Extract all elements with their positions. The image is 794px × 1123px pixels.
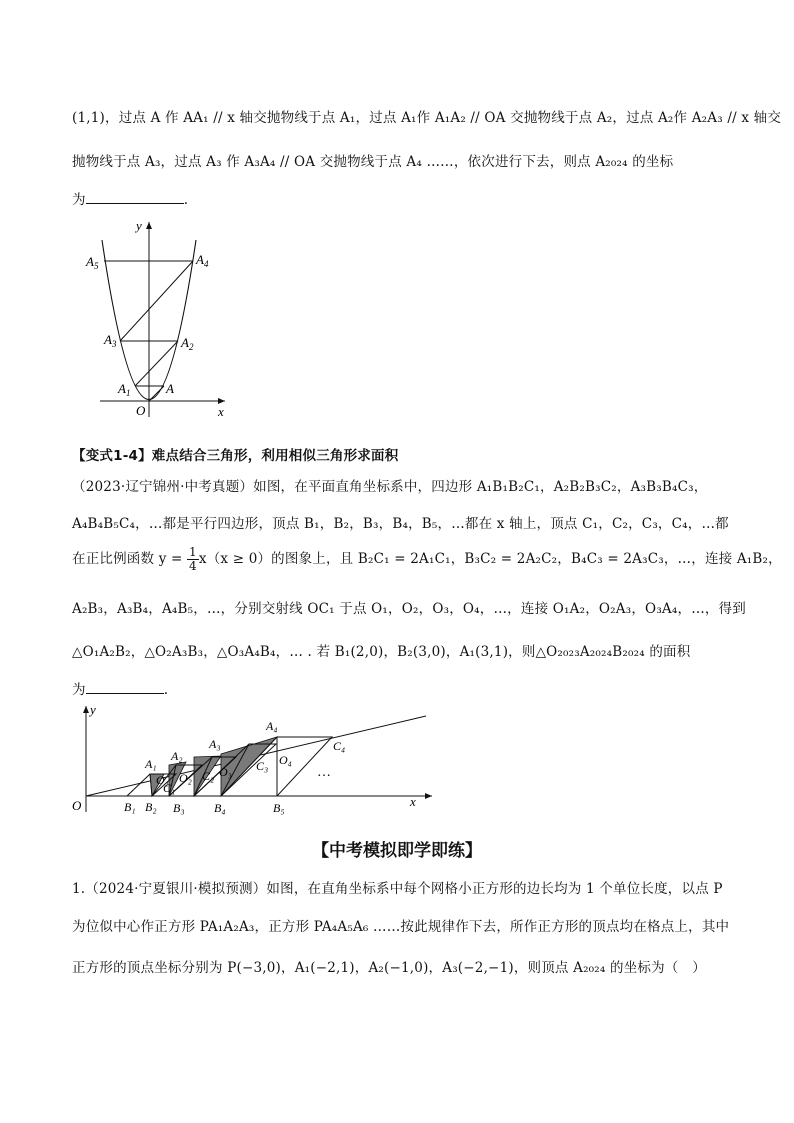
y-axis-2-arrow (83, 706, 89, 713)
label2-x: x (410, 794, 416, 809)
label2-A1: A₁ (145, 757, 157, 771)
variant-line-2: A₄B₄B₅C₄，…都是平行四边形，顶点 B₁，B₂，B₃，B₄，B₅，…都在 x 轴上，顶点 C₁，C₂，C₃，C₄，…都 (72, 516, 729, 532)
label-A1: $A_1$ (118, 381, 131, 398)
answer-prefix-2: 为 (72, 682, 86, 698)
variant-line-3b: x（x ≥ 0）的图象上，且 B₂C₁ = 2A₁C₁，B₃C₂ = 2A₂C₂，B₄C₃ = 2A₃C₃，…，连接 A₁B₂， (198, 551, 782, 567)
label2-B1: B₁ (124, 800, 136, 814)
label-y: y (136, 218, 142, 233)
answer-prefix: 为 (72, 192, 86, 208)
label-A5: $A_5$ (86, 254, 99, 271)
label2-y: y (90, 702, 96, 717)
answer-suffix-2: . (163, 682, 169, 698)
fraction-one-quarter: $\frac{1}{4}$ (189, 545, 197, 573)
label-A2: $A_2$ (181, 335, 194, 352)
label2-O4: O₄ (279, 753, 292, 767)
label2-C2: C₂ (202, 769, 215, 783)
problem-intro-line-1: (1,1)，过点 A 作 AA₁ // x 轴交抛物线于点 A₁，过点 A₁作 A₁A₂ // OA 交抛物线于点 A₂，过点 A₂作 A₂A₃ // x 轴交 (72, 110, 782, 126)
label-A3: $A_3$ (104, 332, 117, 349)
answer-blank-2 (86, 681, 164, 694)
section-heading: 【中考模拟即学即练】 (312, 841, 482, 861)
variant-line-1: （2023·辽宁锦州·中考真题）如图，在平面直角坐标系中，四边形 A₁B₁B₂C₁，A₂B₂B₃C₂，A₃B₃B₄C₃， (72, 479, 708, 495)
label2-C3: C₃ (256, 759, 269, 773)
label2-A3: A₃ (209, 737, 221, 751)
label2-B4: B₄ (214, 801, 226, 815)
variant-line-3 (72, 546, 782, 573)
label2-A2: A₂ (171, 749, 183, 763)
label-A: A (166, 381, 174, 396)
variant-line-3a: 在正比例函数 y = (72, 551, 183, 567)
problem-intro-line-2: 抛物线于点 A₃，过点 A₃ 作 A₃A₄ // OA 交抛物线于点 A₄ ……，依次进行下去，则点 A₂₀₂₄ 的坐标 (72, 154, 674, 170)
problem-intro-line-3 (72, 188, 188, 208)
label2-B2: B₂ (145, 800, 157, 814)
label2-B3: B₃ (173, 801, 185, 815)
variant-tag: 【变式1-4】 (72, 448, 152, 464)
label2-O: O (72, 798, 82, 813)
label-A4: $A_4$ (196, 252, 209, 269)
label2-O2: O₂ (179, 771, 192, 785)
variant-header (72, 444, 398, 464)
label2-O1: O₁ (156, 773, 169, 787)
exercise1-line-3: 正方形的顶点坐标分别为 P(−3,0)，A₁(−2,1)，A₂(−1,0)，A₃(−2,−1)，则顶点 A₂₀₂₄ 的坐标为（ ） (72, 960, 706, 976)
label2-B5: B₅ (273, 801, 285, 815)
label2-dots: … (318, 765, 331, 780)
exercise1-line-2: 为位似中心作正方形 PA₁A₂A₃，正方形 PA₄A₅A₆ ……按此规律作下去，所作正方形的顶点均在格点上，其中 (72, 919, 730, 935)
answer-blank (86, 191, 184, 204)
variant-line-5: △O₁A₂B₂，△O₂A₃B₃，△O₃A₄B₄，… . 若 B₁(2,0)，B₂(3,0)，A₁(3,1)，则△O₂₀₂₃A₂₀₂₄B₂₀₂₄ 的面积 (72, 644, 691, 660)
label2-C4: C₄ (333, 739, 346, 753)
variant-line-4: A₂B₃，A₃B₄，A₄B₅，…，分别交射线 OC₁ 于点 O₁，O₂，O₃，O₄，…，连接 O₁A₂，O₂A₃，O₃A₄，…，得到 (72, 601, 746, 617)
parallelogram-figure (66, 700, 446, 825)
label2-A4: A₄ (266, 719, 278, 733)
x-axis-2-arrow (425, 793, 432, 799)
exercise1-line-1: 1.（2024·宁夏银川·模拟预测）如图，在直角坐标系中每个网格小正方形的边长均为 1 个单位长度，以点 P (72, 881, 723, 897)
label2-O3: O₃ (219, 765, 232, 779)
parabola-figure (80, 212, 240, 422)
answer-suffix: . (183, 192, 189, 208)
label-x: x (218, 404, 224, 419)
variant-title: 难点结合三角形，利用相似三角形求面积 (151, 448, 399, 464)
variant-line-6 (72, 678, 168, 698)
label2-C1: C₁ (163, 781, 176, 795)
y-axis-arrow (146, 222, 152, 229)
label-O: O (136, 403, 146, 418)
